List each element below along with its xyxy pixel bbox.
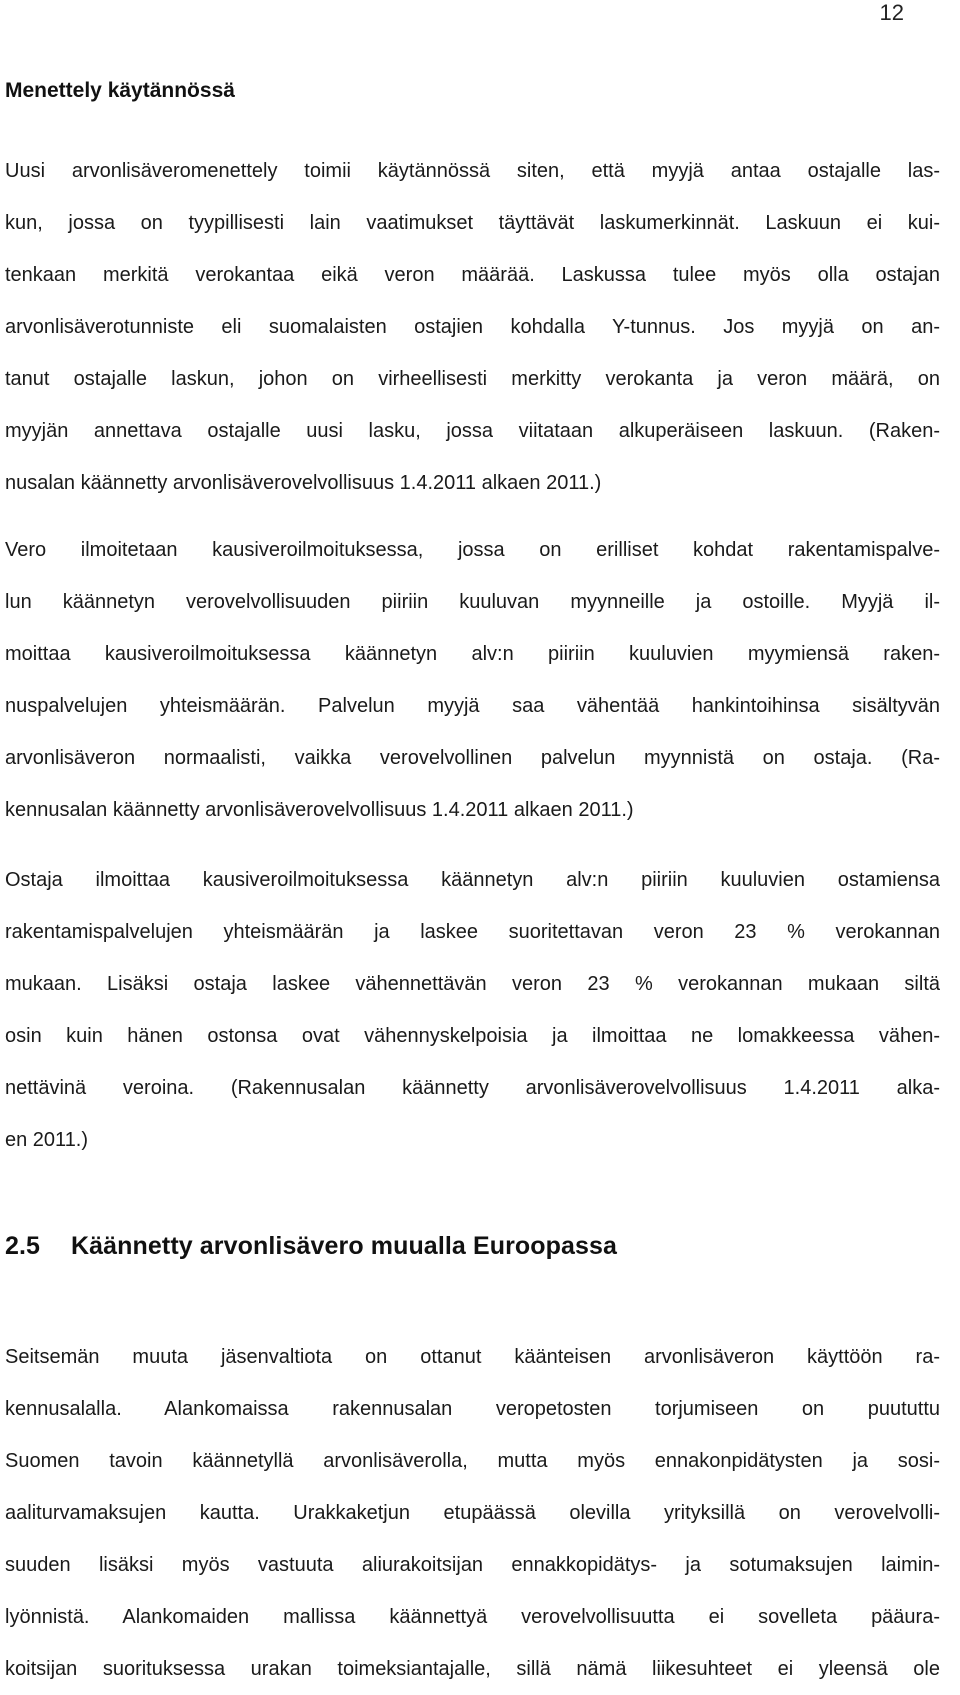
text-line: lun käännetyn verovelvollisuuden piiriin kuuluvan myynneille ja ostoille. Myyjä il- [5, 591, 940, 613]
text-line: nettävinä veroina. (Rakennusalan käännetty arvonlisäverovelvollisuus 1.4.2011 alka- [5, 1077, 940, 1099]
text-line: nuspalvelujen yhteismäärän. Palvelun myyjä saa vähentää hankintoihinsa sisältyvän [5, 695, 940, 717]
text-line: nusalan käännetty arvonlisäverovelvollisuus 1.4.2011 alkaen 2011.) [5, 472, 602, 494]
text-line: Seitsemän muuta jäsenvaltiota on ottanut käänteisen arvonlisäveron käyttöön ra- [5, 1346, 940, 1368]
text-line: myyjän annettava ostajalle uusi lasku, jossa viitataan alkuperäiseen laskuun. (Raken- [5, 420, 940, 442]
text-line: koitsijan suorituksessa urakan toimeksiantajalle, sillä nämä liikesuhteet ei yleensä ole [5, 1658, 940, 1680]
subsection-heading: Menettely käytännössä [5, 79, 235, 102]
text-line: suuden lisäksi myös vastuuta aliurakoitsijan ennakkopidätys- ja sotumaksujen laimin- [5, 1554, 940, 1576]
paragraph-europe [5, 1331, 940, 1695]
text-line: kun, jossa on tyypillisesti lain vaatimukset täyttävät laskumerkinnät. Laskuun ei kui- [5, 212, 940, 234]
paragraph-buyer-reporting [5, 854, 940, 1166]
text-line: kennusalalla. Alankomaissa rakennusalan veropetosten torjumiseen on puututtu [5, 1398, 940, 1420]
text-line: lyönnistä. Alankomaiden mallissa käännettyä verovelvollisuutta ei sovelleta pääura- [5, 1606, 940, 1628]
text-line: tenkaan merkitä verokantaa eikä veron määrää. Laskussa tulee myös olla ostajan [5, 264, 940, 286]
text-line: rakentamispalvelujen yhteismäärän ja laskee suoritettavan veron 23 % verokannan [5, 921, 940, 943]
text-line: Vero ilmoitetaan kausiveroilmoituksessa, jossa on erilliset kohdat rakentamispalve- [5, 539, 940, 561]
section-number: 2.5 [5, 1232, 41, 1260]
text-line: en 2011.) [5, 1129, 89, 1151]
text-line: Uusi arvonlisäveromenettely toimii käytännössä siten, että myyjä antaa ostajalle las- [5, 160, 940, 182]
text-line: arvonlisäverotunniste eli suomalaisten ostajien kohdalla Y-tunnus. Jos myyjä on an- [5, 316, 940, 338]
paragraph-tax-reporting [5, 524, 940, 836]
text-line: tanut ostajalle laskun, johon on virheellisesti merkitty verokanta ja veron määrä, on [5, 368, 940, 390]
paragraph-procedure [5, 145, 940, 509]
text-line: Ostaja ilmoittaa kausiveroilmoituksessa käännetyn alv:n piiriin kuuluvien ostamiensa [5, 869, 940, 891]
page-number: 12 [879, 0, 904, 25]
text-line: mukaan. Lisäksi ostaja laskee vähennettävän veron 23 % verokannan mukaan siltä [5, 973, 940, 995]
section-title: Käännetty arvonlisävero muualla Euroopassa [71, 1232, 618, 1260]
text-line: Suomen tavoin käännetyllä arvonlisäverolla, mutta myös ennakonpidätysten ja sosi- [5, 1450, 940, 1472]
text-line: moittaa kausiveroilmoituksessa käännetyn alv:n piiriin kuuluvien myymiensä raken- [5, 643, 940, 665]
text-line: osin kuin hänen ostonsa ovat vähennyskelpoisia ja ilmoittaa ne lomakkeessa vähen- [5, 1025, 940, 1047]
text-line: kennusalan käännetty arvonlisäverovelvollisuus 1.4.2011 alkaen 2011.) [5, 799, 634, 821]
section-heading [5, 1230, 617, 1262]
text-line: arvonlisäveron normaalisti, vaikka verovelvollinen palvelun myynnistä on ostaja. (Ra- [5, 747, 940, 769]
text-line: aaliturvamaksujen kautta. Urakkaketjun etupäässä olevilla yrityksillä on verovelvolli- [5, 1502, 940, 1524]
